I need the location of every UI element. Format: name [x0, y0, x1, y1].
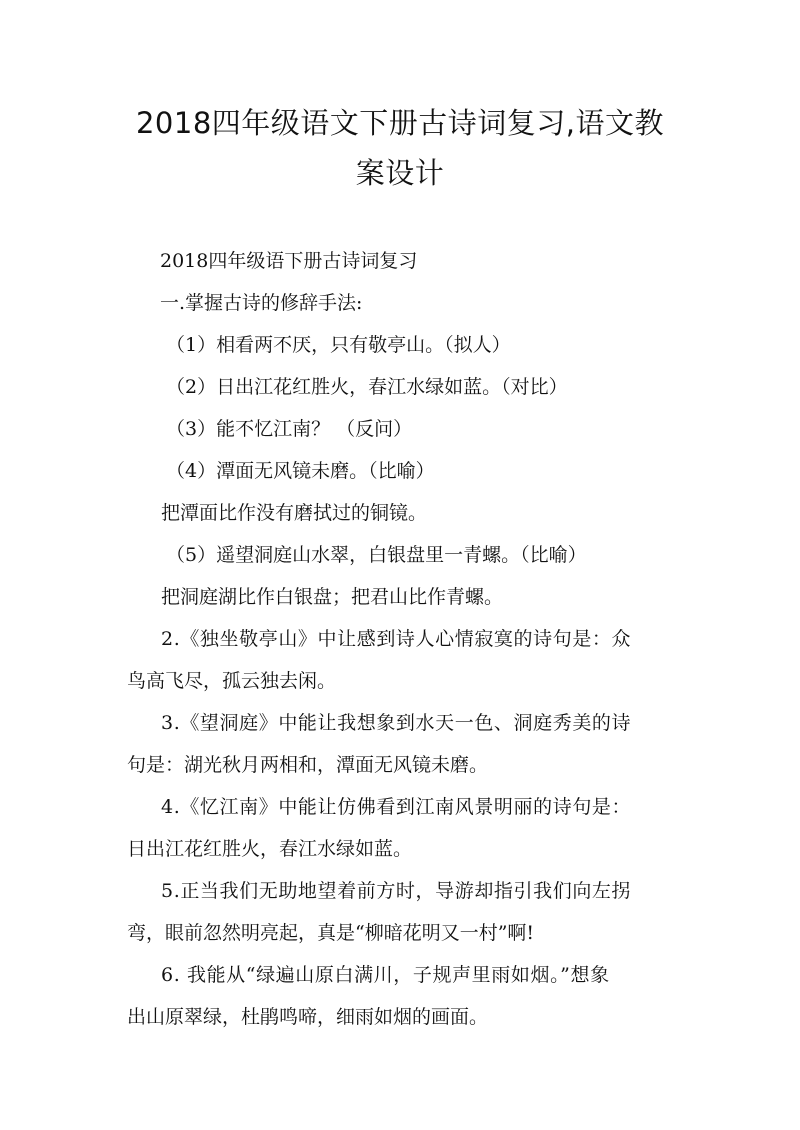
- list-item: （5）遥望洞庭山水翠，白银盘里一青螺。（比喻）: [166, 544, 587, 566]
- paragraph-line: 鸟高飞尽，孤云独去闲。: [127, 670, 337, 692]
- list-item: （4）潭面无风镜未磨。（比喻）: [166, 460, 435, 482]
- list-item: （3）能不忆江南？ （反问）: [166, 418, 413, 440]
- document-title: [120, 98, 680, 198]
- title-line-1: 2018四年级语文下册古诗词复习,语文教: [135, 106, 665, 140]
- document-body: [127, 240, 673, 1038]
- list-item: （2）日出江花红胜火，春江水绿如蓝。（对比）: [166, 376, 568, 398]
- paragraph-line: 出山原翠绿，杜鹃鸣啼，细雨如烟的画面。: [127, 1006, 489, 1028]
- paragraph-line: 日出江花红胜火，春江水绿如蓝。: [127, 838, 413, 860]
- paragraph-line: 5.正当我们无助地望着前方时，导游却指引我们向左拐: [161, 880, 632, 902]
- note-text: 把洞庭湖比作白银盘；把君山比作青螺。: [161, 586, 504, 608]
- paragraph-q3: [127, 702, 673, 786]
- paragraph-line: 弯，眼前忽然明亮起，真是“柳暗花明又一村”啊!: [127, 922, 535, 944]
- paragraph-line: 4.《忆江南》中能让仿佛看到江南风景明丽的诗句是：: [161, 796, 632, 818]
- note-text: 把潭面比作没有磨拭过的铜镜。: [161, 502, 428, 524]
- paragraph-line: 3.《望洞庭》中能让我想象到水天一色、洞庭秀美的诗: [161, 712, 632, 734]
- paragraph-q4: [127, 786, 673, 870]
- paragraph-line: 句是：湖光秋月两相和，潭面无风镜未磨。: [127, 754, 489, 776]
- paragraph-q2: [127, 618, 673, 702]
- list-item: （1）相看两不厌，只有敬亭山。（拟人）: [166, 334, 511, 356]
- title-line-2: 案设计: [355, 156, 445, 190]
- subtitle: 2018四年级语下册古诗词复习: [160, 250, 418, 272]
- paragraph-q6: [127, 954, 673, 1038]
- paragraph-line: 6. 我能从“绿遍山原白满川，子规声里雨如烟。”想象: [161, 964, 610, 986]
- paragraph-q5: [127, 870, 673, 954]
- paragraph-line: 2.《独坐敬亭山》中让感到诗人心情寂寞的诗句是：众: [161, 628, 632, 650]
- section-heading: 一.掌握古诗的修辞手法:: [160, 292, 363, 314]
